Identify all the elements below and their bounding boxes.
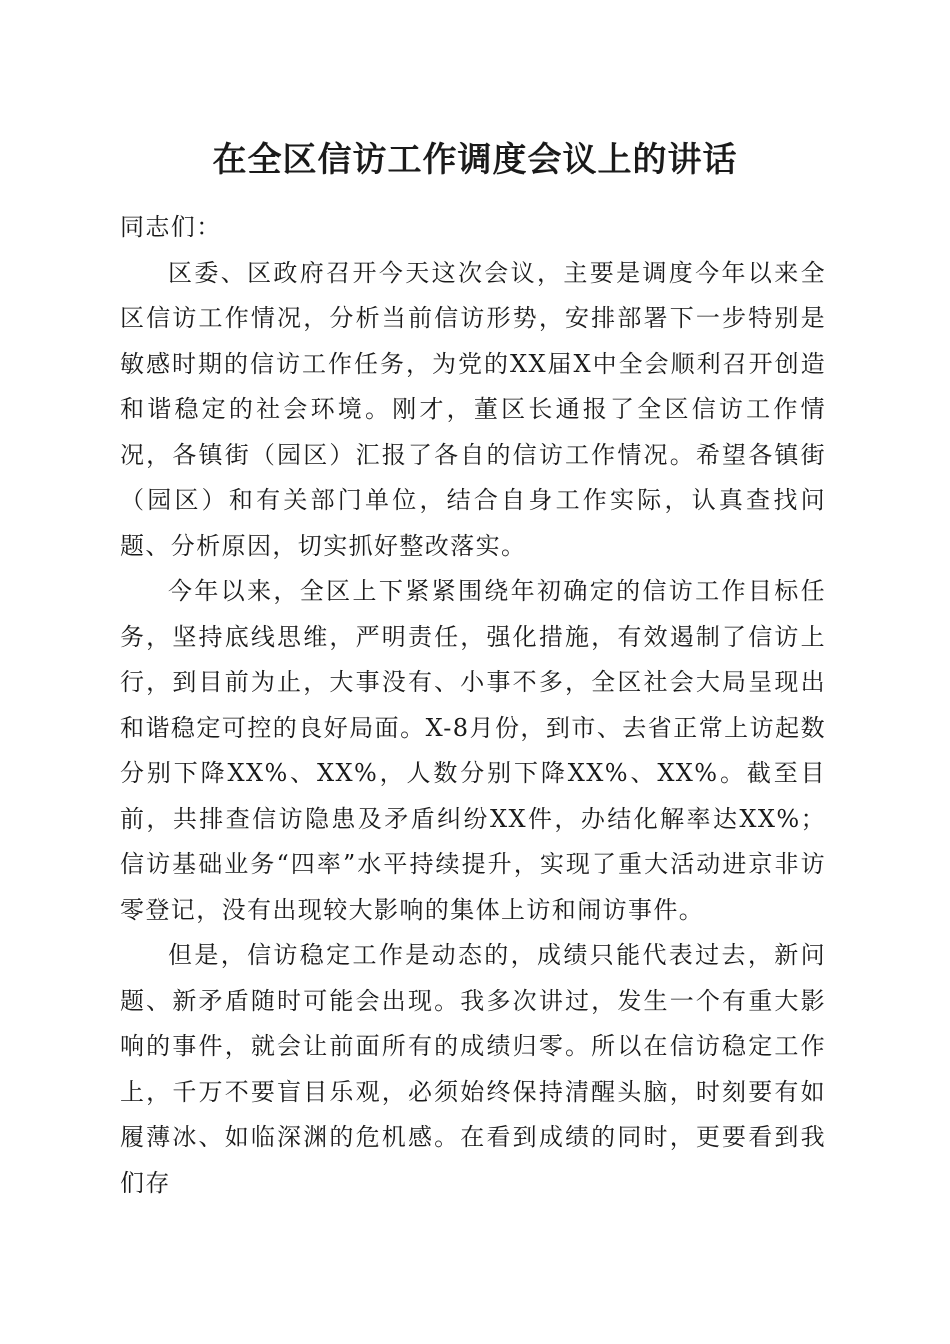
paragraph-3: 但是，信访稳定工作是动态的，成绩只能代表过去，新问题、新矛盾随时可能会出现。我多次讲过，发生一个有重大影响的事件，就会让前面所有的成绩归零。所以在信访稳定工作上，千万不要盲目乐观，必须始终保持清醒头脑，时刻要有如履薄冰、如临深渊的危机感。在看到成绩的同时，更要看到我们存 [120,941,826,1197]
paragraph-1: 区委、区政府召开今天这次会议，主要是调度今年以来全区信访工作情况，分析当前信访形势，安排部署下一步特别是敏感时期的信访工作任务，为党的XX届X中全会顺利召开创造和谐稳定的社会环境。刚才，董区长通报了全区信访工作情况，各镇街（园区）汇报了各自的信访工作情况。希望各镇街（园区）和有关部门单位，结合自身工作实际，认真查找问题、分析原因，切实抓好整改落实。 [120,258,826,560]
document-body [120,205,826,1206]
paragraph-2: 今年以来，全区上下紧紧围绕年初确定的信访工作目标任务，坚持底线思维，严明责任，强化措施，有效遏制了信访上行，到目前为止，大事没有、小事不多，全区社会大局呈现出和谐稳定可控的良好局面。X-8月份，到市、去省正常上访起数分别下降XX%、XX%，人数分别下降XX%、XX%。截至目前，共排查信访隐患及矛盾纠纷XX件，办结化解率达XX%；信访基础业务“四率”水平持续提升，实现了重大活动进京非访零登记，没有出现较大影响的集体上访和闹访事件。 [120,577,826,924]
salutation: 同志们： [120,213,222,241]
document-title: 在全区信访工作调度会议上的讲话 [212,140,738,180]
